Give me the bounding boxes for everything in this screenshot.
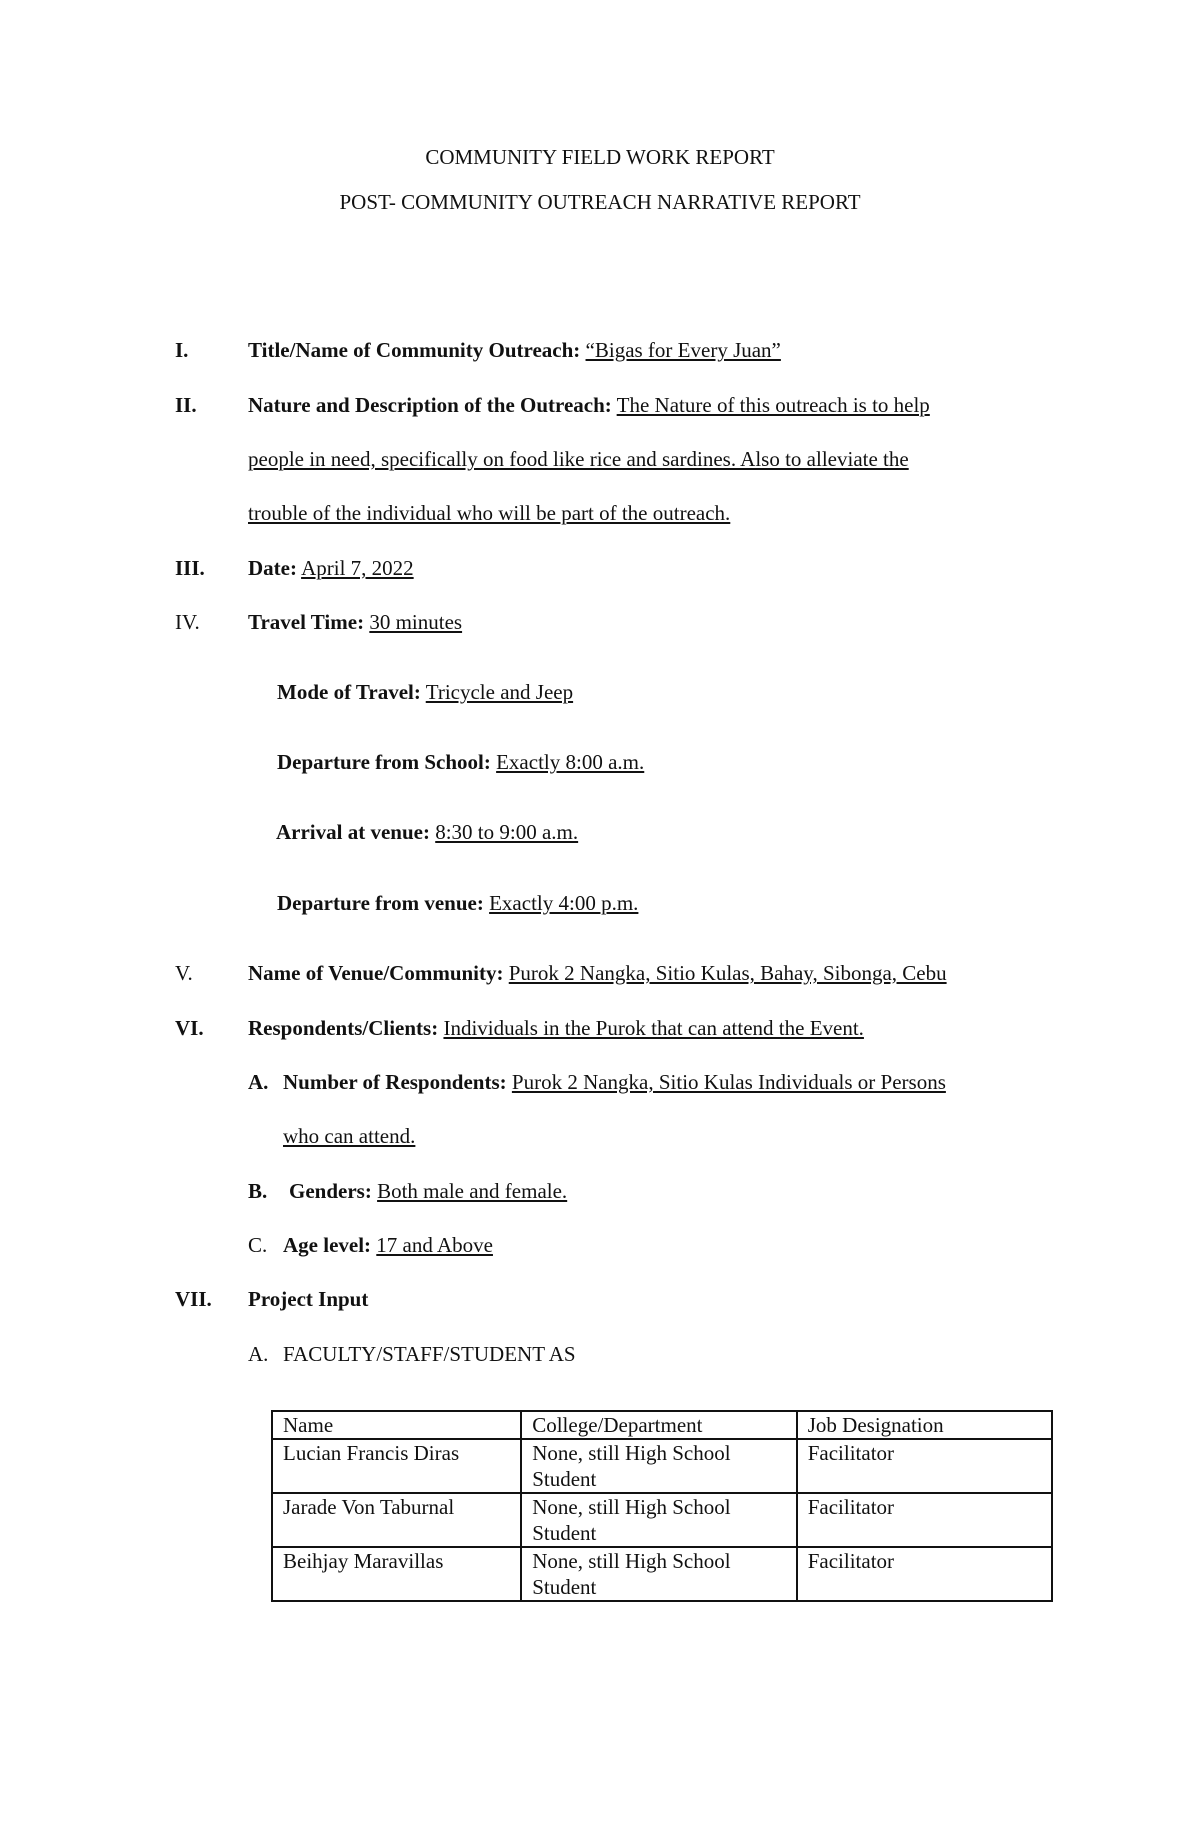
item-vi [248, 1015, 864, 1041]
item-vi-value: Individuals in the Purok that can attend the Event. [443, 1016, 864, 1040]
table-cell: Facilitator [797, 1547, 1052, 1601]
table-cell: Beihjay Maravillas [272, 1547, 521, 1601]
item-ii [248, 392, 930, 418]
item-vi-c-value: 17 and Above [376, 1233, 493, 1257]
item-vi-a-line2-row [283, 1123, 415, 1149]
departure-school [277, 749, 644, 775]
item-vi-a-letter: A. [248, 1070, 269, 1094]
arrival-venue-label: Arrival at venue: [276, 820, 430, 844]
item-vii [248, 1286, 368, 1312]
table-row [272, 1439, 1052, 1493]
item-ii-number: II. [175, 393, 197, 417]
item-ii-line3: trouble of the individual who will be part of the outreach. [248, 501, 731, 525]
departure-venue-value: Exactly 4:00 p.m. [489, 891, 639, 915]
table-header-cell: College/Department [521, 1411, 797, 1439]
table-header-row [272, 1411, 1052, 1439]
item-vii-number: VII. [175, 1287, 212, 1311]
item-i-number: I. [175, 338, 189, 362]
travel-mode [277, 679, 573, 705]
item-ii-label: Nature and Description of the Outreach: [248, 393, 612, 417]
item-iii-label: Date: [248, 556, 297, 580]
item-ii-line2: people in need, specifically on food like rice and sardines. Also to alleviate the [248, 447, 909, 471]
item-ii-line3-row [248, 500, 730, 526]
arrival-venue-value: 8:30 to 9:00 a.m. [435, 820, 579, 844]
table-cell: Facilitator [797, 1493, 1052, 1547]
item-iii-number: III. [175, 556, 205, 580]
item-iv-number: IV. [175, 610, 200, 634]
staff-table [271, 1410, 1053, 1602]
travel-mode-value: Tricycle and Jeep [425, 680, 574, 704]
item-vii-a-letter: A. [248, 1342, 269, 1366]
departure-venue-label: Departure from venue: [277, 891, 484, 915]
item-vi-a [283, 1069, 946, 1095]
report-title: COMMUNITY FIELD WORK REPORT [425, 145, 775, 169]
item-vi-a-line1: Purok 2 Nangka, Sitio Kulas Individuals or Persons [511, 1070, 946, 1094]
item-iv-label: Travel Time: [248, 610, 365, 634]
item-v-label: Name of Venue/Community: [248, 961, 504, 985]
item-iv-value: 30 minutes [369, 610, 463, 634]
departure-venue [277, 890, 638, 916]
item-i [248, 337, 781, 363]
item-v-number: V. [175, 961, 193, 985]
item-vi-a-line2: who can attend. [283, 1124, 416, 1148]
table-row [272, 1547, 1052, 1601]
item-vi-b-letter: B. [248, 1179, 268, 1203]
departure-school-label: Departure from School: [277, 750, 491, 774]
table-cell: None, still High School Student [521, 1547, 797, 1601]
table-cell: Lucian Francis Diras [272, 1439, 521, 1493]
table-cell: Jarade Von Taburnal [272, 1493, 521, 1547]
item-v-value: Purok 2 Nangka, Sitio Kulas, Bahay, Sibonga, Cebu [508, 961, 947, 985]
table-header-cell: Job Designation [797, 1411, 1052, 1439]
item-vi-b [289, 1178, 567, 1204]
item-i-value: “Bigas for Every Juan” [585, 338, 781, 362]
item-vi-c [283, 1232, 493, 1258]
item-iii-value: April 7, 2022 [301, 556, 414, 580]
item-vi-number: VI. [175, 1016, 204, 1040]
item-iv [248, 609, 462, 635]
report-subtitle: POST- COMMUNITY OUTREACH NARRATIVE REPORT [339, 190, 861, 214]
item-vii-label: Project Input [248, 1287, 369, 1311]
item-vi-b-label: Genders: [289, 1179, 372, 1203]
arrival-venue [276, 819, 578, 845]
table-row [272, 1493, 1052, 1547]
table-cell: Facilitator [797, 1439, 1052, 1493]
item-iii [248, 555, 414, 581]
item-vi-b-value: Both male and female. [377, 1179, 568, 1203]
table-header-cell: Name [272, 1411, 521, 1439]
item-vi-a-label: Number of Respondents: [283, 1070, 507, 1094]
item-vi-label: Respondents/Clients: [248, 1016, 439, 1040]
item-vi-c-letter: C. [248, 1233, 268, 1257]
item-ii-line1: The Nature of this outreach is to help [616, 393, 930, 417]
table-cell: None, still High School Student [521, 1493, 797, 1547]
table-cell: None, still High School Student [521, 1439, 797, 1493]
item-vii-a-label: FACULTY/STAFF/STUDENT AS [283, 1342, 576, 1366]
item-v [248, 960, 947, 986]
departure-school-value: Exactly 8:00 a.m. [496, 750, 645, 774]
item-ii-line2-row [248, 446, 909, 472]
item-vi-c-label: Age level: [283, 1233, 372, 1257]
item-i-label: Title/Name of Community Outreach: [248, 338, 581, 362]
travel-mode-label: Mode of Travel: [277, 680, 421, 704]
